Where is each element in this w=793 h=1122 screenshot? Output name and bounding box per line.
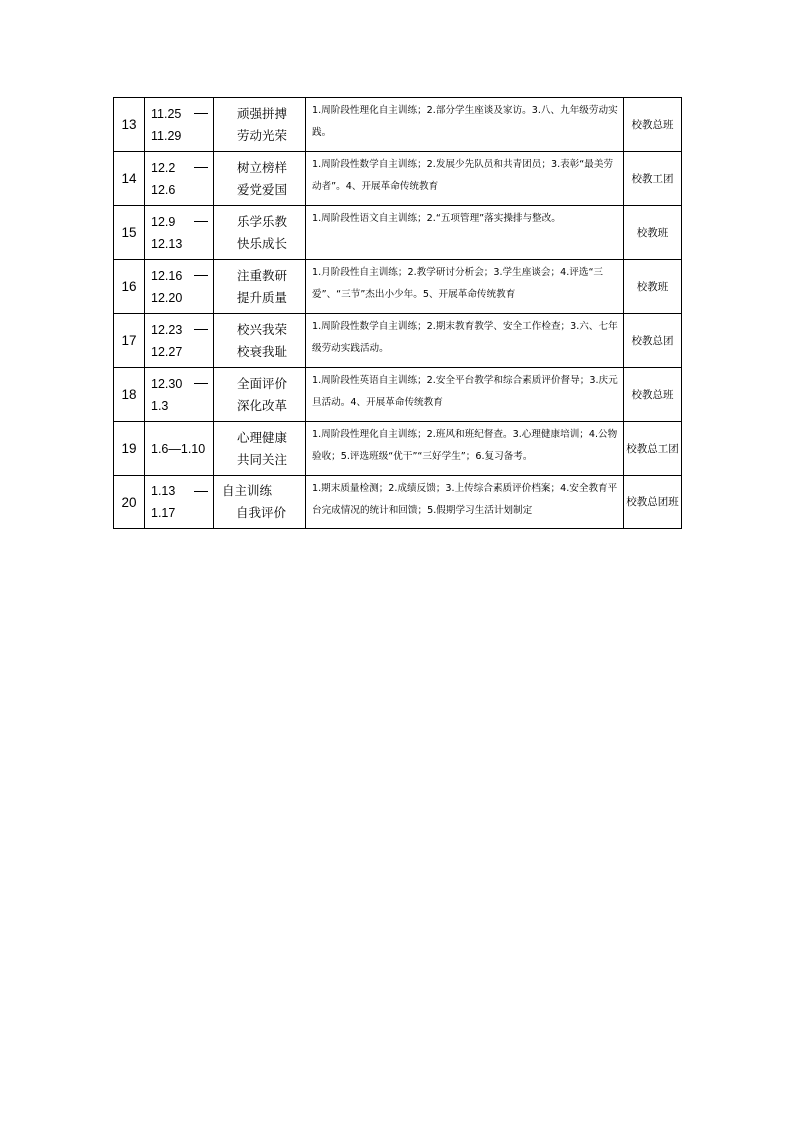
theme-cell: [214, 98, 306, 152]
date-cell: [145, 368, 214, 422]
dash-mark: [194, 275, 208, 276]
theme-line-1: 心理健康: [237, 429, 288, 445]
date-start: 12.2: [151, 160, 176, 175]
table-row: [114, 368, 682, 422]
date-cell: [145, 422, 214, 476]
date-end: 1.3: [151, 398, 169, 413]
table-row: [114, 260, 682, 314]
date-cell: [145, 206, 214, 260]
table-row: [114, 314, 682, 368]
responsible-cell: 校教总团: [624, 314, 682, 368]
tasks-cell: [306, 206, 624, 260]
theme-line-2: 共同关注: [237, 451, 288, 467]
date-end: 12.20: [151, 290, 183, 305]
tasks-cell: [306, 368, 624, 422]
responsible-cell: 校教总工团: [624, 422, 682, 476]
dash-mark: [194, 491, 208, 492]
tasks-text: 1.月阶段性自主训练；2.教学研讨分析会；3.学生座谈会；4.评选“三爱”、“三节”杰出小少年。5、开展革命传统教育: [312, 267, 604, 300]
tasks-cell: [306, 152, 624, 206]
theme-cell: [214, 422, 306, 476]
date-start: 11.25: [151, 106, 182, 121]
date-start: 12.30: [151, 376, 183, 391]
table-row: [114, 98, 682, 152]
date-end: 12.6: [151, 182, 176, 197]
tasks-cell: [306, 422, 624, 476]
theme-cell: [214, 206, 306, 260]
dash-mark: [194, 113, 208, 114]
table-row: [114, 422, 682, 476]
date-end: 12.13: [151, 236, 183, 251]
responsible-cell: 校教班: [624, 260, 682, 314]
date-cell: [145, 152, 214, 206]
week-number: 18: [114, 368, 145, 422]
tasks-text: 1.周阶段性英语自主训练；2.安全平台教学和综合素质评价督导；3.庆元旦活动。4、开展革命传统教育: [312, 375, 618, 408]
table-row: [114, 476, 682, 529]
date-start: 1.13: [151, 484, 176, 498]
theme-line-1: 顽强拼搏: [237, 105, 288, 121]
date-range: 1.6—1.10: [151, 441, 206, 456]
theme-line-1: 校兴我荣: [237, 321, 288, 337]
week-number: 14: [114, 152, 145, 206]
theme-cell: [214, 314, 306, 368]
week-number: 20: [114, 476, 145, 529]
responsible-cell: 校教工团: [624, 152, 682, 206]
theme-line-2: 爱党爱国: [237, 181, 288, 197]
date-cell: [145, 476, 214, 529]
date-end: 12.27: [151, 344, 183, 359]
date-cell: [145, 260, 214, 314]
week-number: 16: [114, 260, 145, 314]
tasks-text: 1.周阶段性语文自主训练；2.“五项管理”落实操排与整改。: [312, 213, 561, 224]
tasks-cell: [306, 476, 624, 529]
tasks-cell: [306, 260, 624, 314]
theme-cell: [214, 152, 306, 206]
theme-cell: [214, 476, 306, 529]
theme-line-1: 自主训练: [222, 483, 273, 498]
theme-line-2: 深化改革: [237, 397, 288, 413]
date-start: 12.16: [151, 268, 183, 283]
date-start: 12.23: [151, 322, 183, 337]
week-number: 15: [114, 206, 145, 260]
dash-mark: [194, 329, 208, 330]
table-row: [114, 206, 682, 260]
tasks-text: 1.期末质量检测；2.成绩反馈；3.上传综合素质评价档案；4.安全教育平台完成情况的统计和回馈；5.假期学习生活计划制定: [312, 483, 618, 516]
date-end: 1.17: [151, 506, 176, 520]
theme-cell: [214, 260, 306, 314]
table-row: [114, 152, 682, 206]
theme-line-2: 提升质量: [237, 289, 288, 305]
date-cell: [145, 314, 214, 368]
theme-line-1: 注重教研: [237, 267, 288, 283]
theme-line-1: 树立榜样: [237, 159, 288, 175]
tasks-text: 1.周阶段性理化自主训练；2.班风和班纪督查。3.心理健康培训；4.公物验收；5.评选班级“优干”“三好学生”；6.复习备考。: [312, 429, 618, 462]
tasks-cell: [306, 98, 624, 152]
date-end: 11.29: [151, 128, 182, 143]
theme-line-2: 自我评价: [236, 505, 287, 520]
theme-line-2: 校衰我耻: [237, 343, 288, 359]
responsible-cell: 校教班: [624, 206, 682, 260]
theme-line-1: 全面评价: [237, 375, 288, 391]
tasks-text: 1.周阶段性数学自主训练；2.期末教育教学、安全工作检查；3.六、七年级劳动实践活动。: [312, 321, 618, 354]
theme-line-1: 乐学乐教: [237, 213, 288, 229]
responsible-cell: 校教总团班: [624, 476, 682, 529]
responsible-cell: 校教总班: [624, 98, 682, 152]
theme-line-2: 劳动光荣: [237, 127, 288, 143]
dash-mark: [194, 221, 208, 222]
date-start: 12.9: [151, 214, 176, 229]
tasks-text: 1.周阶段性理化自主训练；2.部分学生座谈及家访。3.八、九年级劳动实践。: [312, 105, 618, 138]
theme-cell: [214, 368, 306, 422]
week-number: 17: [114, 314, 145, 368]
schedule-table: [113, 97, 682, 529]
tasks-text: 1.周阶段性数学自主训练；2.发展少先队员和共青团员；3.表彰“最美劳动者”。4、开展革命传统教育: [312, 159, 614, 192]
dash-mark: [194, 383, 208, 384]
date-cell: [145, 98, 214, 152]
dash-mark: [194, 167, 208, 168]
theme-line-2: 快乐成长: [237, 235, 288, 251]
week-number: 19: [114, 422, 145, 476]
week-number: 13: [114, 98, 145, 152]
responsible-cell: 校教总班: [624, 368, 682, 422]
tasks-cell: [306, 314, 624, 368]
